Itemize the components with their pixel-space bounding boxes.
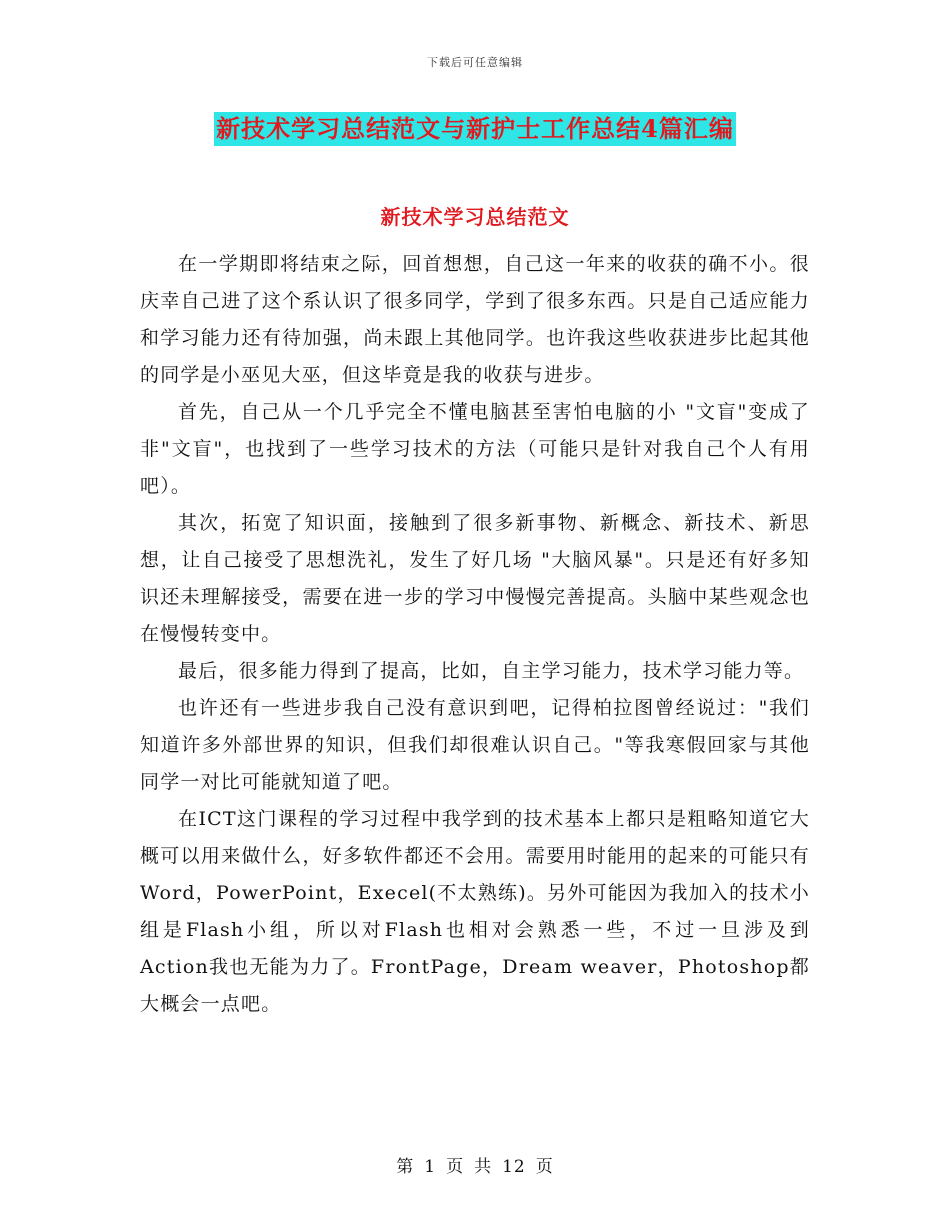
paragraph: 也许还有一些进步我自己没有意识到吧，记得柏拉图曾经说过："我们知道许多外部世界的知识，但我们却很难认识自己。"等我寒假回家与其他同学一对比可能就知道了吧。 xyxy=(140,697,810,793)
page-label-suffix: 页 xyxy=(535,1157,554,1177)
paragraph: 最后，很多能力得到了提高，比如，自主学习能力，技术学习能力等。 xyxy=(178,660,805,682)
page-footer xyxy=(0,1152,950,1177)
paragraph: 首先，自己从一个几乎完全不懂电脑甚至害怕电脑的小 "文盲"变成了非"文盲"，也找到了一些学习技术的方法（可能只是针对我自己个人有用吧）。 xyxy=(140,401,810,497)
current-page-number: 1 xyxy=(424,1157,437,1177)
paragraph: 在一学期即将结束之际，回首想想，自己这一年来的收获的确不小。很庆幸自己进了这个系认识了很多同学，学到了很多东西。只是自己适应能力和学习能力还有待加强，尚未跟上其他同学。也许我这些收获进步比起其他的同学是小巫见大巫，但这毕竟是我的收获与进步。 xyxy=(140,253,810,386)
paragraph: 在ICT这门课程的学习过程中我学到的技术基本上都只是粗略知道它大概可以用来做什么，好多软件都还不会用。需要用时能用的起来的可能只有Word，PowerPoint，Execel(不太熟练)。另外可能因为我加入的技术小组是Flash小组，所以对Flash也相对会熟悉一些，不过一旦涉及到Action我也无能为力了。FrontPage，Dream weaver，Photoshop都大概会一点吧。 xyxy=(140,808,810,1015)
body-text xyxy=(140,246,810,1023)
section-title: 新技术学习总结范文 xyxy=(380,205,570,229)
total-label: 共 xyxy=(474,1157,493,1177)
total-pages-number: 12 xyxy=(502,1157,526,1177)
main-title: 新技术学习总结范文与新护士工作总结4篇汇编 xyxy=(214,112,736,146)
page-label-prefix: 第 xyxy=(396,1157,415,1177)
paragraph: 其次，拓宽了知识面，接触到了很多新事物、新概念、新技术、新思想，让自己接受了思想洗礼，发生了好几场 "大脑风暴"。只是还有好多知识还未理解接受，需要在进一步的学习中慢慢完善提高。头脑中某些观念也在慢慢转变中。 xyxy=(140,512,810,645)
header-note: 下载后可任意编辑 xyxy=(427,56,523,69)
main-title-container xyxy=(0,112,950,146)
page-label-mid: 页 xyxy=(446,1157,465,1177)
